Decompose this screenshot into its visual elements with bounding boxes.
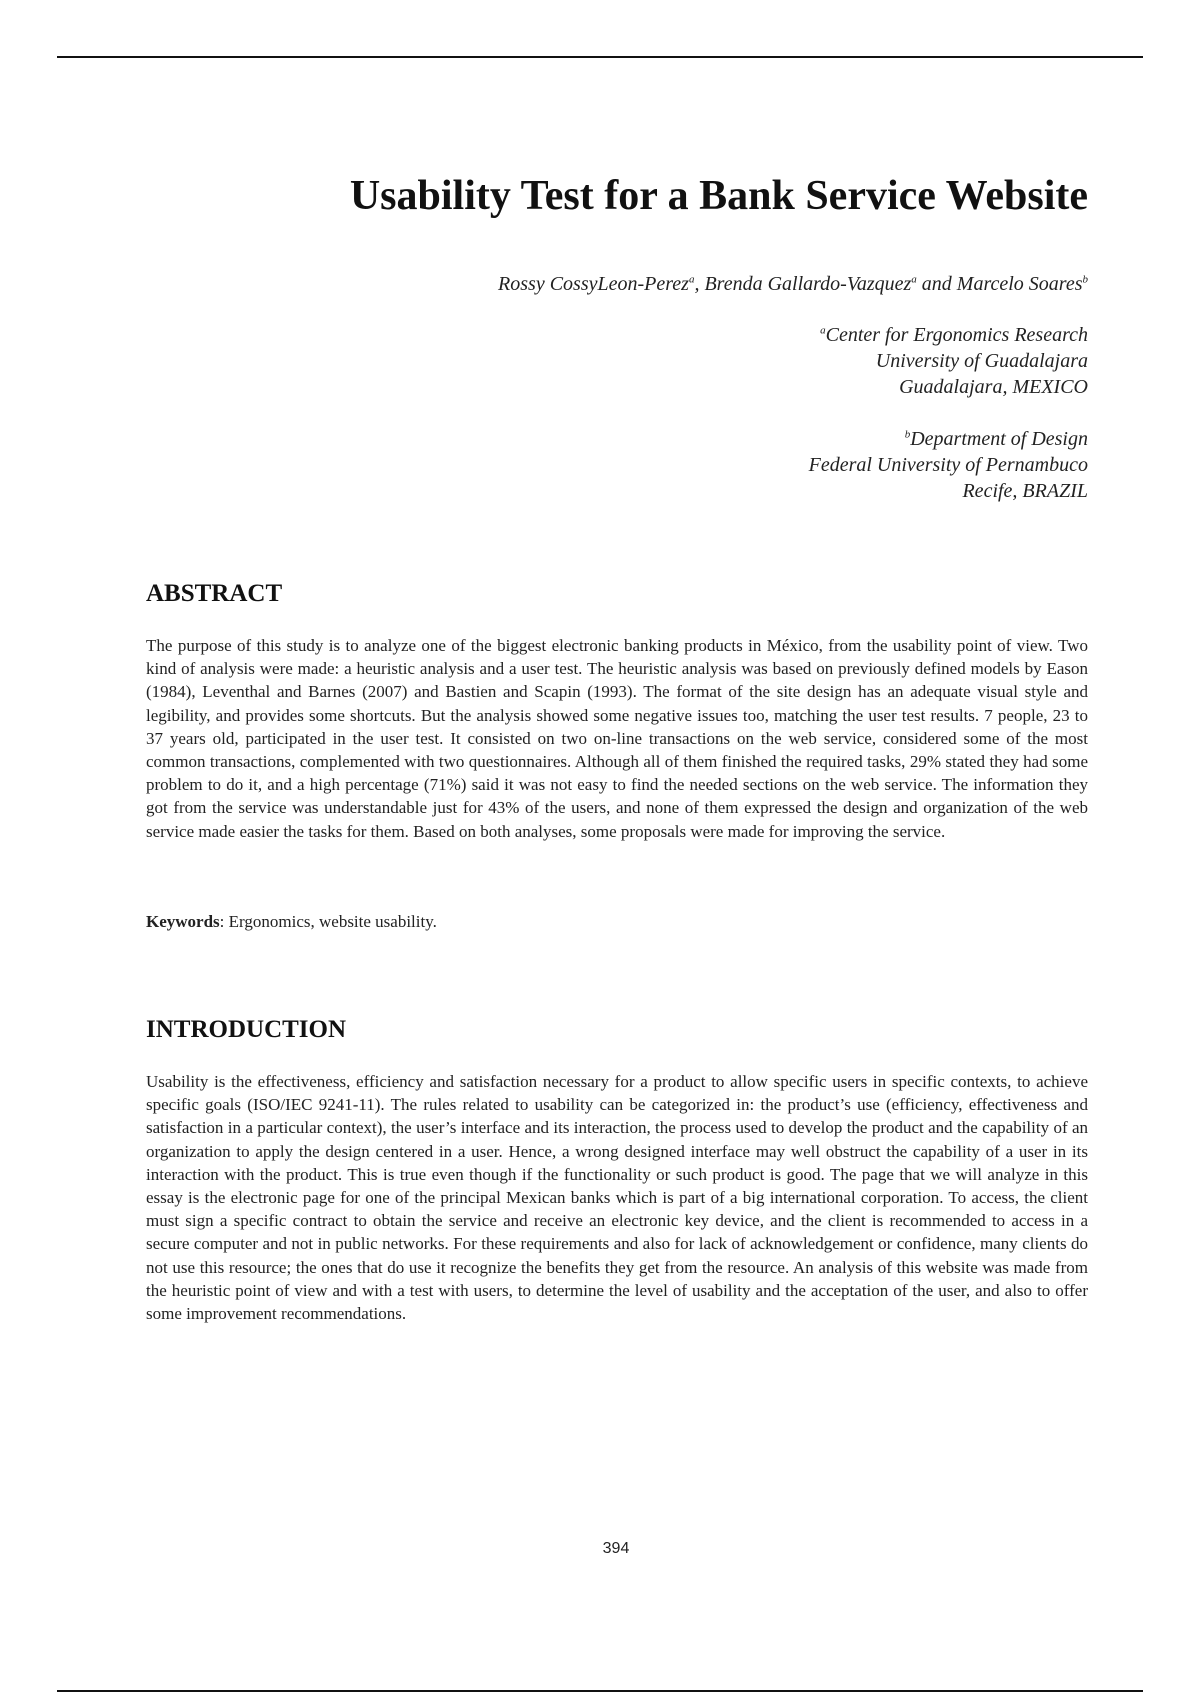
author-list <box>498 273 1088 296</box>
author-affiliation-mark: b <box>1082 273 1088 286</box>
author-affiliation-mark: a <box>688 273 695 286</box>
affiliation-mark: a <box>820 324 826 337</box>
author-name: Brenda Gallardo-Vazquez <box>704 273 912 295</box>
introduction-heading: INTRODUCTION <box>146 1016 347 1043</box>
introduction-text: Usability is the effectiveness, efficiency and satisfaction necessary for a product to allow specific users in specific contexts, to achieve specific goals (ISO/IEC 9241-11). The rules related to usability can be categorized in: the product’s use (efficiency, effectiveness and satisfaction in a particular context), the user’s interface and its interaction, the process used to develop the product and the capability of an organization to apply the design centered in a user. Hence, a wrong designed interface may well obstruct the capability of a user in its interaction with the product. This is true even though if the functionality or such product is good. The page that we will analyze in this essay is the electronic page for one of the principal Mexican banks which is part of a big international corporation. To access, the client must sign a specific contract to obtain the service and receive an electronic key device, and the client is recommended to access in a secure computer and not in public networks. For these requirements and also for lack of acknowledgement or confidence, many clients do not use this resource; the ones that do use it recognize the benefits they get from the resource. An analysis of this website was made from the heuristic point of view and with a test with users, to determine the level of usability and the acceptation of the user, and also to offer some improvement recommendations. <box>146 1072 1088 1324</box>
abstract-heading: ABSTRACT <box>146 580 283 607</box>
author-name: Marcelo Soares <box>956 273 1083 295</box>
top-rule <box>57 56 1143 58</box>
author-affiliation-mark: a <box>911 273 917 286</box>
affiliation-line: Center for Ergonomics Research <box>825 324 1088 346</box>
keywords-text: : Ergonomics, website usability. <box>219 912 437 931</box>
page-number: 394 <box>602 1540 630 1557</box>
author-name: Rossy CossyLeon-Perez <box>498 273 689 295</box>
affiliation-line: Recife, BRAZIL <box>962 480 1088 502</box>
affiliation-b <box>809 426 1088 504</box>
affiliation-line: Guadalajara, MEXICO <box>899 376 1088 398</box>
bottom-rule <box>57 1690 1143 1692</box>
keywords <box>146 910 437 933</box>
affiliation-a <box>820 322 1088 400</box>
author-separator: , <box>694 273 705 295</box>
paper-title: Usability Test for a Bank Service Website <box>349 173 1088 219</box>
affiliation-line: University of Guadalajara <box>875 350 1088 372</box>
affiliation-line: Federal University of Pernambuco <box>808 454 1088 476</box>
affiliation-mark: b <box>904 428 911 441</box>
keywords-label: Keywords <box>146 912 220 931</box>
abstract-text: The purpose of this study is to analyze one of the biggest electronic banking products in México, from the usability point of view. Two kind of analysis were made: a heuristic analysis and a user test. The heuristic analysis was based on previously defined models by Eason (1984), Leventhal and Barnes (2007) and Bastien and Scapin (1993). The format of the site design has an adequate visual style and legibility, and provides some shortcuts. But the analysis showed some negative issues too, matching the user test results. 7 people, 23 to 37 years old, participated in the user test. It consisted on two on-line transactions on the web service, considered some of the most common transactions, complemented with two questionnaires. Although all of them finished the required tasks, 29% stated they had some problem to do it, and a high percentage (71%) said it was not easy to find the needed sections on the web service. The information they got from the service was understandable just for 43% of the users, and none of them expressed the design and organization of the web service made easier the tasks for them. Based on both analyses, some proposals were made for improving the service. <box>146 636 1088 841</box>
author-separator: and <box>916 273 957 295</box>
affiliation-line: Department of Design <box>910 428 1088 450</box>
